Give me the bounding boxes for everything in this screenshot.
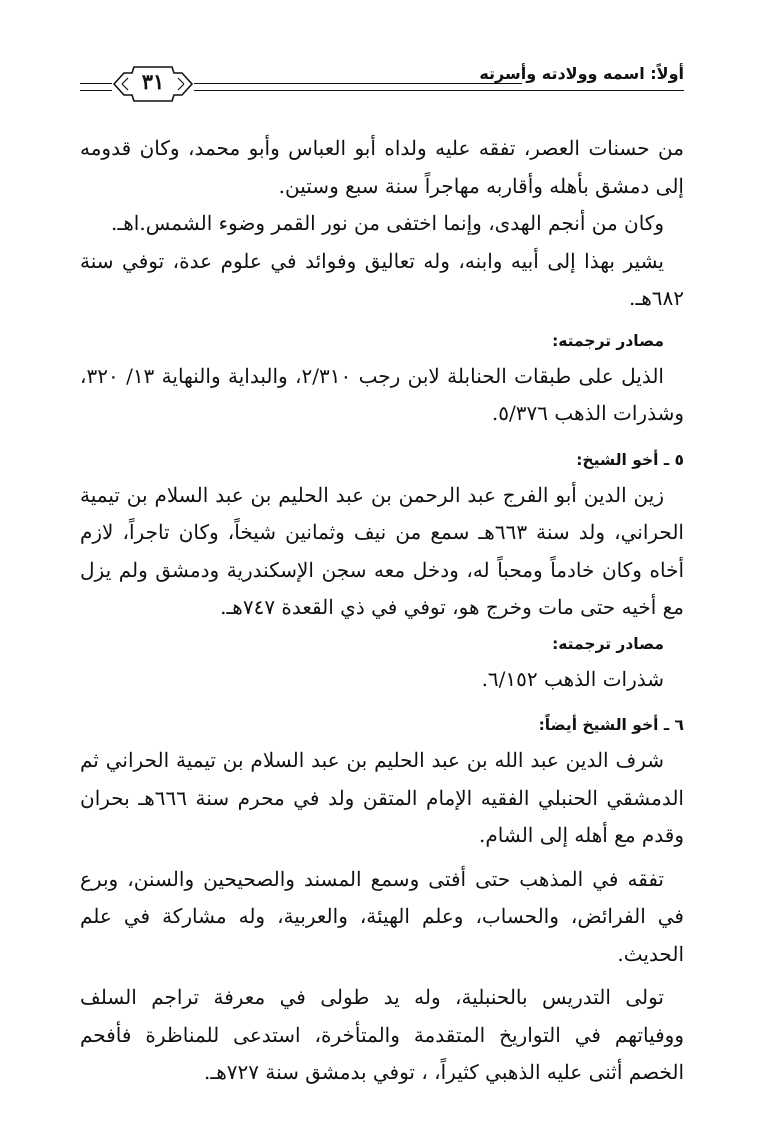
chapter-title: أولاً: اسمه وولادته وأسرته	[479, 64, 684, 83]
page-number: ٣١	[141, 69, 165, 94]
paragraph: الذيل على طبقات الحنابلة لابن رجب ٢/٣١٠، والبداية والنهاية ١٣/ ٣٢٠، وشذرات الذهب ٥/٣٧٦.	[80, 363, 684, 425]
paragraph: من حسنات العصر، تفقه عليه ولداه أبو العباس وأبو محمد، وكان قدومه إلى دمشق بأهله وأقاربه مهاجراً سنة سبع وستين.	[80, 136, 684, 198]
paragraph: يشير بهذا إلى أبيه وابنه، وله تعاليق وفوائد في علوم عدة، توفي سنة ٦٨٢هـ.	[80, 248, 684, 310]
paragraph: وكان من أنجم الهدى، وإنما اختفى من نور القمر وضوء الشمس.اهـ.	[111, 211, 664, 235]
paragraph: شذرات الذهب ٦/١٥٢.	[481, 666, 664, 691]
section-heading: ٥ ـ أخو الشيخ:	[576, 450, 684, 469]
header-rule	[80, 90, 112, 91]
header-rule	[194, 83, 522, 84]
paragraph: تفقه في المذهب حتى أفتى وسمع المسند والصحيحين والسنن، وبرع في الفرائض، والحساب، وعلم الهيئة، والعربية، وله مشاركة في علم الحديث.	[80, 866, 684, 966]
running-header	[80, 58, 684, 102]
paragraph: شرف الدين عبد الله بن عبد الحليم بن عبد السلام بن تيمية الحراني ثم الدمشقي الحنبلي الفقيه الإمام المتقن ولد في محرم سنة ٦٦٦هـ بحران وقدم مع أهله إلى الشام.	[80, 748, 684, 847]
header-rule	[80, 83, 112, 84]
page-body	[80, 130, 684, 1092]
section-heading: ٦ ـ أخو الشيخ أيضاً:	[538, 716, 684, 734]
header-rule	[194, 90, 684, 91]
paragraph: زين الدين أبو الفرج عبد الرحمن بن عبد الحليم بن عبد السلام بن تيمية الحراني، ولد سنة ٦٦٣هـ سمع من نيف وثمانين شيخاً، وكان تاجراً، لازم أخاه وكان خادماً ومحباً له، ودخل معه سجن الإسكندرية ودمشق ولم يزل مع أخيه حتى مات وخرج هو، توفي في ذي القعدة ٧٤٧هـ.	[80, 482, 684, 619]
section-heading: مصادر ترجمته:	[552, 634, 664, 653]
page-number-badge	[110, 64, 196, 104]
section-heading: مصادر ترجمته:	[552, 331, 664, 350]
paragraph: تولى التدريس بالحنبلية، وله يد طولى في معرفة تراجم السلف ووفياتهم في التواريخ المتقدمة والمتأخرة، استدعى للمناظرة فأفحم الخصم أثنى عليه الذهبي كثيراً، ، توفي بدمشق سنة ٧٢٧هـ.	[80, 985, 684, 1084]
